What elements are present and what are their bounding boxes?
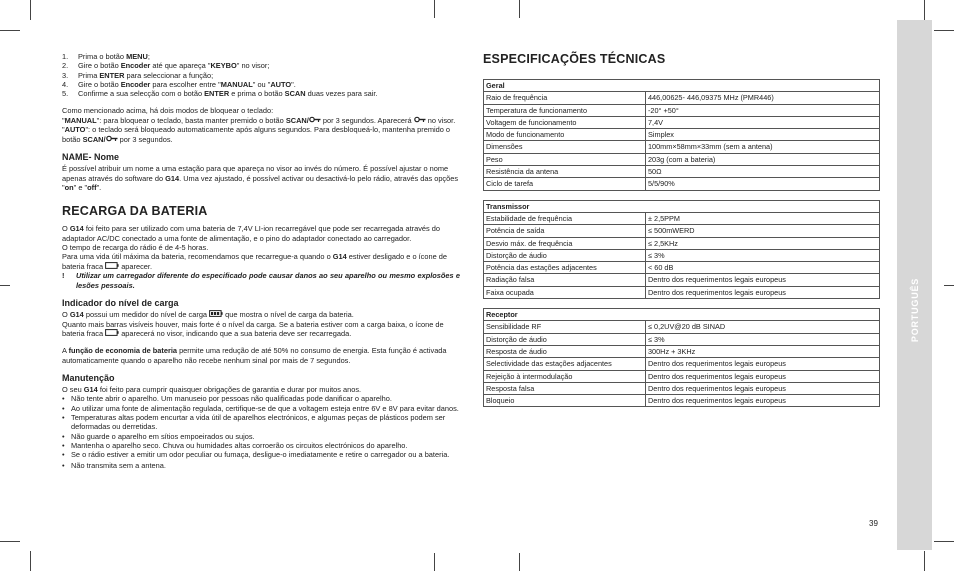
charging-advice — [62, 252, 460, 271]
step-text: para seleccionar a função; — [124, 70, 214, 80]
table-header-row — [484, 80, 880, 92]
step-text: " no visor; — [236, 61, 270, 71]
spec-label: Rejeição à intermodulação — [484, 370, 646, 382]
spec-value: Dentro dos requerimentos legais europeus — [646, 395, 880, 407]
key-name: ENTER — [204, 89, 230, 99]
step-text: ; — [147, 52, 150, 61]
paragraph-text: foi feito para cumprir quaisquer obrigações de garantia e durar por muitos anos. — [97, 385, 362, 395]
step-text: para escolher entre " — [150, 79, 221, 89]
paragraph-text: ". — [96, 183, 102, 193]
level-heading: Indicador do nível de carga — [62, 297, 179, 308]
bullet: • — [62, 403, 65, 413]
battery-level-icon — [209, 310, 223, 319]
feature-name: função de economia de bateria — [68, 346, 178, 356]
paragraph-text: no visor. — [425, 115, 456, 125]
spec-label: Bloqueio — [484, 395, 646, 407]
key-name: Encoder — [120, 79, 151, 89]
key-name: ENTER — [99, 70, 125, 80]
bullet: • — [62, 412, 65, 422]
spec-label: Modo de funcionamento — [484, 129, 646, 141]
spec-label: Potência de saída — [484, 225, 646, 237]
table-row — [484, 212, 880, 224]
bullet: • — [62, 461, 65, 471]
spec-value: Dentro dos requerimentos legais europeus — [646, 370, 880, 382]
table-row — [484, 370, 880, 382]
spec-value: 300Hz + 3KHz — [646, 345, 880, 357]
step-text: " ou " — [252, 79, 271, 89]
paragraph-text: É possível atribuir um nome a uma estação para que apareça no visor ao invés do número. É possível ajustar o nome apenas através do software do — [62, 164, 449, 183]
spec-value: ≤ 3% — [646, 249, 880, 261]
spec-table-transmitter — [483, 200, 880, 299]
spec-value: 5/5/90% — [646, 178, 880, 190]
key-lock-icon — [309, 116, 321, 125]
paragraph-text: ": o teclado será bloqueado automaticamente após alguns segundos. Para desbloqueá-lo, mantenha premido o botão — [62, 125, 451, 144]
table-row — [484, 178, 880, 190]
spec-table-general — [483, 79, 880, 191]
list-item — [62, 432, 460, 441]
paragraph-text: por 3 segundos. Aparecerá — [320, 115, 414, 125]
paragraph-text: estiver desligado e o ícone de bateria fraca — [62, 252, 447, 271]
spec-value: < 60 dB — [646, 262, 880, 274]
model-name: G14 — [69, 309, 84, 319]
charging-heading: RECARGA DA BATERIA — [62, 204, 208, 219]
crop-mark — [944, 285, 954, 286]
spec-label: Distorção de áudio — [484, 333, 646, 345]
mode-name: MANUAL — [64, 115, 97, 125]
spec-value: 7,4V — [646, 116, 880, 128]
paragraph-text: aparecer. — [119, 261, 153, 271]
paragraph-text: aparecerá no visor, indicando que a sua bateria deve ser recarregada. — [119, 328, 352, 338]
step-item — [62, 61, 460, 70]
step-text: Gire o botão — [78, 79, 121, 89]
table-row — [484, 92, 880, 104]
low-battery-icon — [105, 262, 119, 271]
spec-label: Raio de frequência — [484, 92, 646, 104]
step-text: até que apareça " — [150, 61, 211, 71]
list-item-text: Não transmita sem a antena. — [71, 461, 166, 471]
maintenance-list — [62, 394, 460, 470]
spec-label: Potência das estações adjacentes — [484, 262, 646, 274]
spec-value: 203g (com a bateria) — [646, 153, 880, 165]
spec-value: ± 2,5PPM — [646, 212, 880, 224]
key-name: AUTO — [270, 79, 292, 89]
page-number: 39 — [869, 519, 878, 528]
maintenance-intro — [62, 385, 460, 394]
spec-value: 50Ω — [646, 166, 880, 178]
spec-label: Radiação falsa — [484, 274, 646, 286]
bullet: • — [62, 440, 65, 450]
bullet: • — [62, 394, 65, 404]
step-number: 4. — [62, 79, 69, 89]
crop-mark — [519, 553, 520, 571]
warning-mark: ! — [62, 271, 65, 281]
table-row — [484, 395, 880, 407]
table-row — [484, 129, 880, 141]
language-sidebar — [897, 20, 932, 550]
spec-value: 100mm×58mm×33mm (sem a antena) — [646, 141, 880, 153]
spec-value: ≤ 2,5KHz — [646, 237, 880, 249]
table-header: Transmissor — [484, 200, 880, 212]
table-row — [484, 333, 880, 345]
list-item — [62, 394, 460, 403]
table-row — [484, 249, 880, 261]
step-text: ". — [291, 79, 296, 89]
spec-label: Distorção de áudio — [484, 249, 646, 261]
step-text: Prima — [78, 70, 100, 80]
quote: " — [62, 115, 65, 125]
table-row — [484, 153, 880, 165]
table-header-row — [484, 309, 880, 321]
crop-mark — [934, 30, 954, 31]
mode-name: AUTO — [64, 125, 86, 135]
crop-mark — [924, 551, 925, 571]
paragraph-text: possui um medidor do nível de carga — [83, 309, 210, 319]
list-item — [62, 404, 460, 413]
specs-title: ESPECIFICAÇÕES TÉCNICAS — [483, 52, 666, 66]
left-column — [62, 52, 460, 471]
spec-value: ≤ 500mWERD — [646, 225, 880, 237]
crop-mark — [519, 0, 520, 18]
bullet: • — [62, 431, 65, 441]
spec-label: Dimensões — [484, 141, 646, 153]
key-name: Encoder — [120, 61, 151, 71]
spec-label: Resistência da antena — [484, 166, 646, 178]
crop-mark — [30, 551, 31, 571]
key-name: SCAN/ — [285, 115, 309, 125]
table-row — [484, 274, 880, 286]
step-text: Gire o botão — [78, 61, 121, 71]
crop-mark — [434, 0, 435, 18]
charging-paragraph — [62, 224, 460, 243]
step-item — [62, 71, 460, 80]
crop-mark — [0, 541, 20, 542]
spec-label: Peso — [484, 153, 646, 165]
charging-time: O tempo de recarga do rádio é de 4-5 horas. — [62, 242, 209, 252]
key-name: MANUAL — [220, 79, 253, 89]
step-number: 3. — [62, 70, 69, 80]
lock-manual — [62, 116, 460, 126]
paragraph-text: permite uma redução de até 50% no consumo de energia. Esta função é activada automaticamente quando o aparelho não recebe nenhum sinal por mais de 7 segundos. — [62, 346, 447, 365]
paragraph-text: ": para bloquear o teclado, basta manter premido o botão — [96, 115, 286, 125]
right-column — [483, 52, 881, 416]
spec-label: Ciclo de tarefa — [484, 178, 646, 190]
spec-value: Dentro dos requerimentos legais europeus — [646, 274, 880, 286]
spec-label: Selectividade das estações adjacentes — [484, 358, 646, 370]
key-name: SCAN — [284, 89, 306, 99]
step-text: Confirme a sua selecção com o botão — [78, 89, 205, 99]
paragraph-text: A — [62, 346, 69, 356]
list-item-text: Não tente abrir o aparelho. Um manuseio por pessoas não qualificadas pode danificar o aparelho. — [71, 394, 392, 404]
crop-mark — [924, 0, 925, 20]
key-lock-icon — [106, 135, 118, 144]
step-item — [62, 80, 460, 89]
table-row — [484, 104, 880, 116]
table-row — [484, 382, 880, 394]
language-label-box — [897, 270, 932, 350]
key-name: KEYBO — [210, 61, 237, 71]
spec-label: Resposta de áudio — [484, 345, 646, 357]
warning-text: Utilizar um carregador diferente do especificado pode causar danos ao seu aparelho ou mesmo explosões e lesões pessoais. — [76, 271, 460, 290]
spec-label: Sensibilidade RF — [484, 321, 646, 333]
step-number: 1. — [62, 52, 69, 61]
table-row — [484, 166, 880, 178]
table-row — [484, 262, 880, 274]
step-text: e prima o botão — [229, 89, 285, 99]
battery-saving-paragraph — [62, 346, 460, 365]
spec-label: Voltagem de funcionamento — [484, 116, 646, 128]
table-row — [484, 237, 880, 249]
bullet: • — [62, 450, 65, 460]
spec-value: -20° +50° — [646, 104, 880, 116]
lock-intro: Como mencionado acima, há dois modos de bloquear o teclado: — [62, 106, 274, 116]
spec-label: Estabilidade de frequência — [484, 212, 646, 224]
spec-label: Resposta falsa — [484, 382, 646, 394]
language-label: PORTUGUÊS — [909, 277, 920, 343]
table-row — [484, 321, 880, 333]
quote: " — [62, 125, 65, 135]
step-number: 5. — [62, 89, 69, 99]
paragraph-text: O seu — [62, 385, 84, 395]
list-item — [62, 441, 460, 450]
list-item — [62, 413, 460, 432]
paragraph-text: Quanto mais barras visíveis houver, mais forte é o nível da carga. Se a bateria estiver com a carga baixa, o ícone de bateria fraca — [62, 319, 444, 338]
paragraph-text: foi feito para ser utilizado com uma bateria de 7,4V LI-ion recarregável que pode ser recarregada através do adaptador AC/DC conectado a uma fonte de alimentação, e o pino do adaptador conectado ao carregador. — [62, 224, 440, 243]
name-paragraph — [62, 164, 460, 192]
spec-value: Dentro dos requerimentos legais europeus — [646, 382, 880, 394]
list-item — [62, 450, 460, 459]
crop-mark — [30, 0, 31, 20]
spec-label: Desvio máx. de frequência — [484, 237, 646, 249]
spec-label: Temperatura de funcionamento — [484, 104, 646, 116]
spec-value: ≤ 3% — [646, 333, 880, 345]
list-item-text: Mantenha o aparelho seco. Chuva ou humidades altas corroerão os circuitos electrónicos do aparelho. — [71, 440, 408, 450]
table-row — [484, 345, 880, 357]
step-number: 2. — [62, 61, 69, 71]
crop-mark — [434, 553, 435, 571]
paragraph-text: que mostra o nível de carga da bateria. — [223, 309, 354, 319]
crop-mark — [0, 30, 20, 31]
option-name: off — [87, 183, 97, 193]
lock-auto — [62, 125, 460, 144]
crop-mark — [934, 541, 954, 542]
table-header: Geral — [484, 80, 880, 92]
spec-value: Simplex — [646, 129, 880, 141]
spec-value: Dentro dos requerimentos legais europeus — [646, 286, 880, 298]
spec-value: ≤ 0,2UV@20 dB SINAD — [646, 321, 880, 333]
table-row — [484, 358, 880, 370]
table-header: Receptor — [484, 309, 880, 321]
list-item-text: Não guarde o aparelho em sítios empoeirados ou sujos. — [71, 431, 255, 441]
level-paragraph — [62, 310, 460, 320]
list-item-text: Temperaturas altas podem encurtar a vida útil de aparelhos electrónicos, e algumas peças de plásticos podem ser deformadas ou derretidas. — [71, 412, 446, 432]
step-item — [62, 89, 460, 98]
step-item — [62, 52, 460, 61]
level-paragraph-2 — [62, 320, 460, 339]
low-battery-icon — [105, 329, 119, 338]
list-item-text: Se o rádio estiver a emitir um odor peculiar ou fumaça, desligue-o imediatamente e retire o carregador ou a bateria. — [71, 450, 450, 460]
keylock-steps — [62, 52, 460, 98]
model-name: G14 — [165, 173, 180, 183]
paragraph-text: O — [62, 309, 70, 319]
key-name: SCAN/ — [82, 134, 106, 144]
list-item — [62, 461, 460, 470]
option-name: on — [64, 183, 74, 193]
model-name: G14 — [69, 224, 84, 234]
list-item-text: Ao utilizar uma fonte de alimentação regulada, certifique-se de que a voltagem esteja entre 6V e 8V para evitar danos. — [71, 403, 459, 413]
model-name: G14 — [83, 385, 98, 395]
table-row — [484, 116, 880, 128]
key-lock-icon — [414, 116, 426, 125]
spec-value: 446,00625- 446,09375 MHz (PMR446) — [646, 92, 880, 104]
table-row — [484, 286, 880, 298]
table-row — [484, 225, 880, 237]
paragraph-text: Para uma vida útil máxima da bateria, recomendamos que recarregue-a quando o — [62, 252, 333, 262]
paragraph-text: O — [62, 224, 70, 234]
model-name: G14 — [332, 252, 347, 262]
name-heading: NAME- Nome — [62, 152, 120, 163]
spec-table-receiver — [483, 308, 880, 407]
step-text: Prima o botão — [78, 52, 127, 61]
paragraph-text: por 3 segundos. — [117, 134, 173, 144]
spec-value: Dentro dos requerimentos legais europeus — [646, 358, 880, 370]
paragraph-text: . Uma vez ajustado, é possível activar ou desactivá-lo pelo rádio, através das opções " — [62, 173, 459, 193]
crop-mark — [0, 285, 10, 286]
spec-label: Faixa ocupada — [484, 286, 646, 298]
maintenance-heading: Manutenção — [62, 373, 115, 384]
key-name: MENU — [126, 52, 148, 61]
charger-warning — [62, 271, 460, 290]
paragraph-text: " e " — [73, 183, 88, 193]
table-row — [484, 141, 880, 153]
table-header-row — [484, 200, 880, 212]
step-text: duas vezes para sair. — [305, 89, 378, 99]
